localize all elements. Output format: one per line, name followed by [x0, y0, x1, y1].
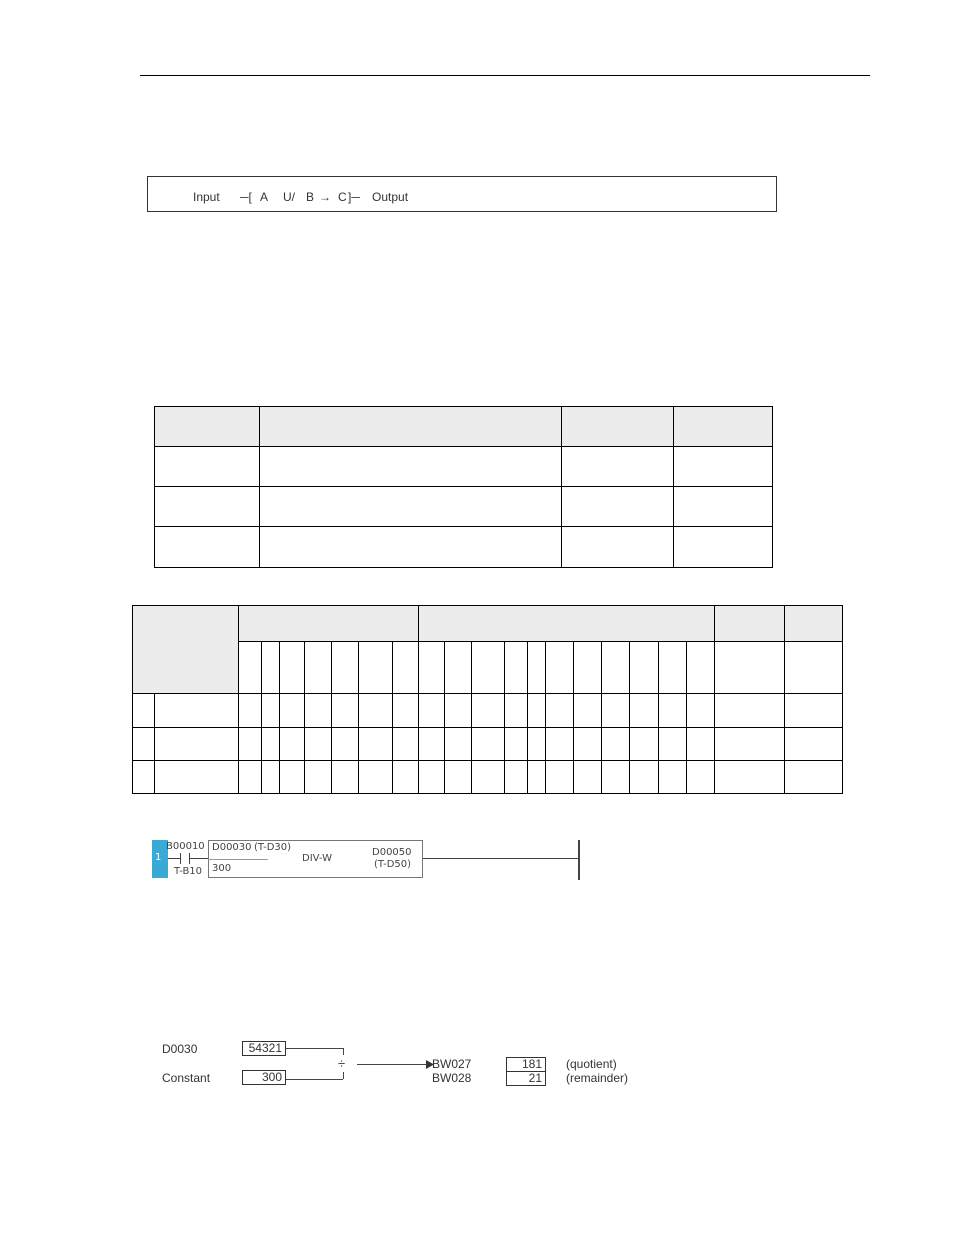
- operand-c-alias: (T-D50): [374, 859, 412, 870]
- symbol-operator: U/: [283, 190, 295, 204]
- divide-symbol: ÷: [338, 1056, 346, 1071]
- table-row: [155, 527, 773, 568]
- operand-table-header: [133, 606, 843, 642]
- table-row: [133, 694, 843, 728]
- rung-number: 1: [155, 852, 162, 863]
- symbol-right-bracket: ]─: [348, 190, 360, 204]
- header-rule: [140, 75, 870, 76]
- quotient-note: (quotient): [566, 1057, 617, 1071]
- right-power-rail: [578, 840, 580, 880]
- output-wire: [423, 858, 578, 859]
- constant-value-box: 300: [242, 1070, 286, 1085]
- function-box-divider: [208, 859, 268, 860]
- symbol-left-bracket: ─[: [240, 190, 252, 204]
- register-label: D0030: [162, 1042, 198, 1056]
- table-row: [155, 487, 773, 527]
- remainder-value-box: 21: [506, 1071, 546, 1086]
- remainder-register: BW028: [432, 1071, 472, 1085]
- contact-address: B00010: [166, 841, 205, 852]
- symbol-operand-c: C: [338, 190, 347, 204]
- register-wire-down: [343, 1048, 344, 1055]
- quotient-register: BW027: [432, 1057, 472, 1071]
- constant-wire-up: [343, 1072, 344, 1079]
- quotient-value-box: 181: [506, 1057, 546, 1072]
- execution-condition-table: [154, 406, 773, 568]
- operand-table: [132, 605, 843, 794]
- contact-left-plate: [180, 853, 181, 864]
- remainder-note: (remainder): [566, 1071, 629, 1085]
- result-arrow-line: [357, 1064, 427, 1065]
- symbol-arrow: →: [319, 190, 331, 204]
- division-example: [150, 1036, 650, 1096]
- symbol-output-label: Output: [372, 190, 409, 204]
- table-row: [133, 728, 843, 761]
- operand-c: D00050: [372, 847, 412, 858]
- instruction-symbol-box: [147, 176, 777, 212]
- register-wire: [286, 1048, 343, 1049]
- contact-alias: T-B10: [174, 866, 203, 877]
- symbol-operand-b: B: [306, 190, 315, 204]
- operand-a: D00030: [212, 842, 252, 853]
- table-row: [155, 447, 773, 487]
- operand-b: 300: [212, 863, 232, 874]
- constant-label: Constant: [162, 1071, 211, 1085]
- contact-right-wire: [190, 858, 208, 859]
- instruction-name: DIV-W: [302, 853, 332, 864]
- operand-table-subheader: [133, 642, 843, 694]
- constant-wire: [286, 1079, 343, 1080]
- contact-left-wire: [168, 858, 180, 859]
- register-value-box: 54321: [242, 1041, 286, 1056]
- symbol-operand-a: A: [260, 190, 269, 204]
- symbol-input-label: Input: [193, 190, 220, 204]
- operand-a-alias: (T-D30): [254, 842, 292, 853]
- table-row: [133, 761, 843, 794]
- ladder-diagram: [150, 838, 590, 882]
- table-header-row: [155, 407, 773, 447]
